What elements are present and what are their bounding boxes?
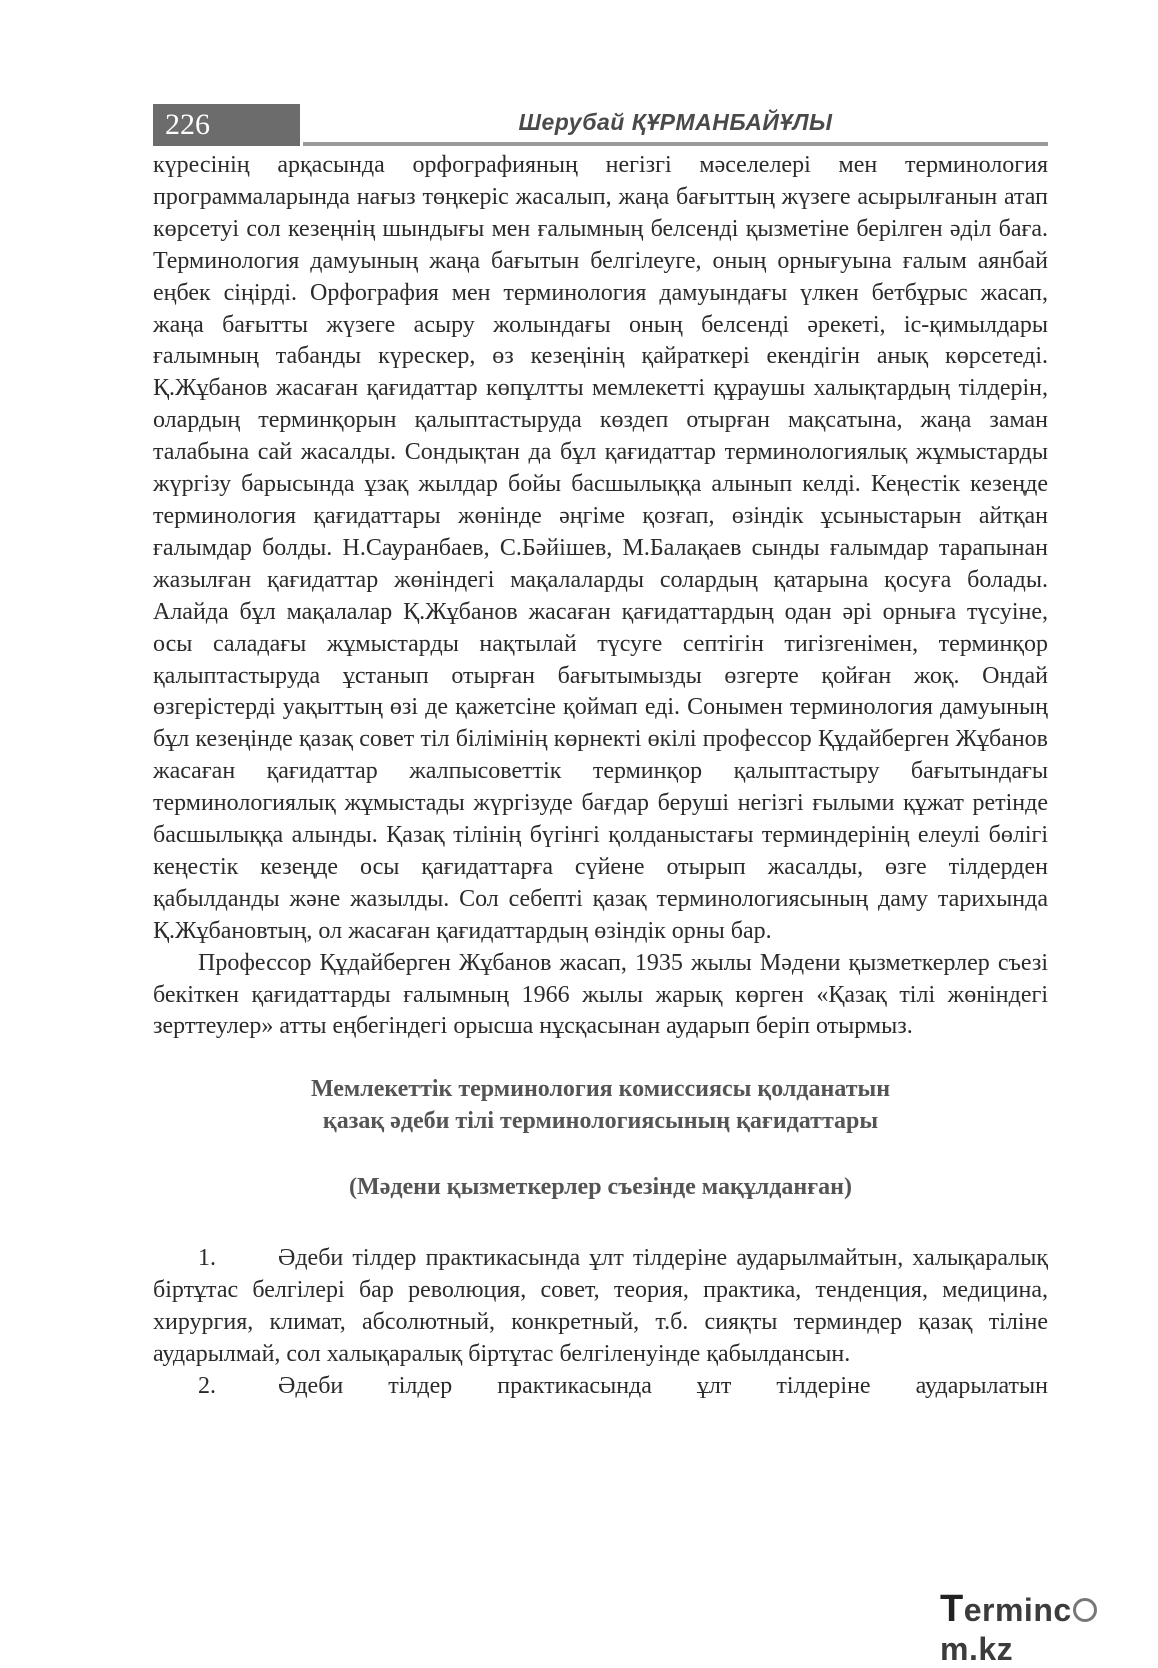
page-number: 226 [153,104,300,146]
termincom-logo [940,1588,1158,1668]
logo-text-part-1: erminc [963,1592,1072,1628]
list-item [153,1243,1048,1371]
logo-t-letter: T [940,1588,964,1630]
list-item-text: Әдеби тілдер практикасында ұлт тілдеріне аударылмайтын, халықаралық біртұтас белгілері бар революция, совет, теория, практика, тенденция, медицина, хирургия, климат, абсолютный, конкретный, т.б. сияқты терминдер қазақ тіліне аударылмай, сол халықаралық біртұтас белгіленуінде қабылдансын. [153,1245,1048,1368]
section-heading [153,1073,1048,1137]
section-heading-line-2: қазақ әдеби тілі терминологиясының қағидаттары [322,1108,879,1135]
page-body [153,150,1048,1403]
list-item-number: 1. [198,1245,216,1272]
list-item-number: 2. [198,1373,216,1399]
running-header-author: Шерубай ҚҰРМАНБАЙҰЛЫ [303,104,1048,146]
body-paragraph-2: Профессор Құдайберген Жұбанов жасап, 1935 жылы Мәдени қызметкерлер съезі бекіткен қағидаттарды ғалымның 1966 жылы жарық көрген «Қазақ тілі жөніндегі зерттеулер» атты еңбегіндегі орысша нұсқасынан аударып беріп отырмыз. [153,949,1048,1040]
logo-text-part-2: m.kz [940,1631,1014,1667]
logo-circle-icon [1073,1598,1097,1622]
section-heading-line-1: Мемлекеттік терминология комиссиясы қолданатын [310,1076,891,1103]
list-item-text: Әдеби тілдер практикасында ұлт тілдеріне аударылатын [278,1373,1048,1399]
list-item [153,1371,1048,1403]
section-subheading: (Мәдени қызметкерлер съезінде мақұлданған) [349,1174,852,1201]
body-paragraph-1: күресінің арқасында орфографияның негізгі мәселелері мен терминология программаларында нағыз төңкеріс жасалып, жаңа бағыттың жүзеге асырылғанын атап көрсетуі сол кезеңнің шындығы мен ғалымның белсенді қызметіне берілген әділ баға. Терминология дамуының жаңа бағытын белгілеуге, оның орнығуына ғалым аянбай еңбек сіңірді. Орфография мен терминология дамуындағы үлкен бетбұрыс жасап, жаңа бағытты жүзеге асыру жолындағы оның белсенді әрекеті, іс-қимылдары ғалымның табанды күрескер, өз кезеңінің қайраткері екендігін анық көрсетеді. Қ.Жұбанов жасаған қағидаттар көпұлтты мемлекетті құраушы халықтардың тілдерін, олардың терминқорын қалыптастыруда көздеп отырған мақсатына, жаңа заман талабына сай жасалды. Сондықтан да бұл қағидаттар терминологиялық жұмыстарды жүргізу барысында ұзақ жылдар бойы басшылыққа алынып келді. Кеңестік кезеңде терминология қағидаттары жөнінде әңгіме қозғап, өзіндік ұсыныстарын айтқан ғалымдар болды. Н.Сауранбаев, С.Бәйішев, М.Балақаев сынды ғалымдар тарапынан жазылған қағидаттар жөніндегі мақалаларды солардың қатарына қосуға болады. Алайда бұл мақалалар Қ.Жұбанов жасаған қағидаттардың одан әрі орнығa түсуіне, осы саладағы жұмыстарды нақтылай түсуге септігін тигізгенімен, терминқор қалыптастыруда ұстанып отырған бағытымызды өзгерте қойған жоқ. Ондай өзгерістерді уақыттың өзі де қажетсіне қоймап еді. Сонымен терминология дамуының бұл кезеңінде қазақ совет тіл білімінің көрнекті өкілі профессор Құдайберген Жұбанов жасаған қағидаттар жалпысоветтік терминқор қалыптастыру бағытындағы терминологиялық жұмыстады жүргізуде бағдар беруші негізгі ғылыми құжат ретінде басшылыққа алынды. Қазақ тілінің бүгінгі қолданыстағы терминдерінің елеулі бөлігі кеңестік кезеңде осы қағидаттарға сүйене отырып жасалды, өзге тілдерден қабылданды және жазылды. Сол себепті қазақ терминологиясының даму тарихында Қ.Жұбановтың, ол жасаған қағидаттардың өзіндік орны бар. [153,152,1048,944]
